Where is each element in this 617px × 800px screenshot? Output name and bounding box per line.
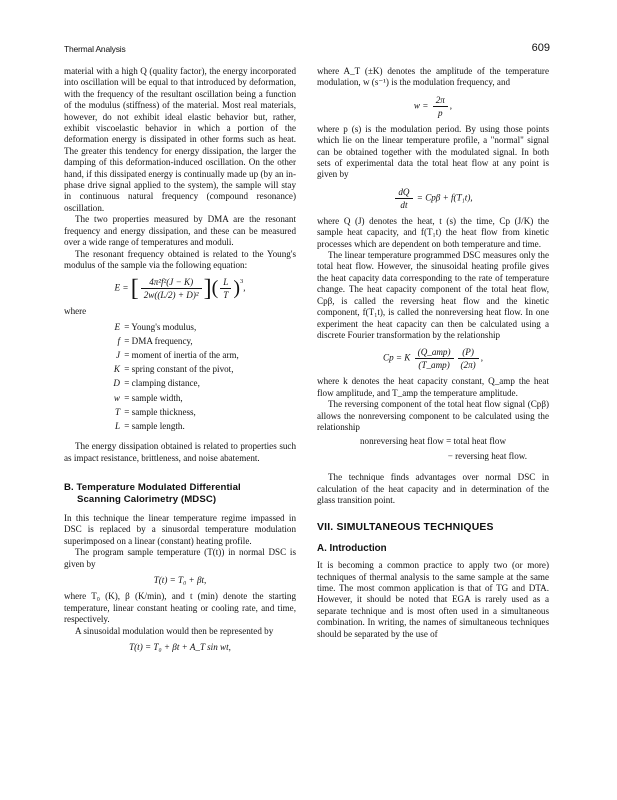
- definition-item: [106, 336, 296, 350]
- definition-item: [106, 322, 296, 336]
- fraction-denominator: T: [220, 288, 231, 301]
- definition-text: = sample thickness,: [124, 406, 196, 417]
- exponent: 3: [239, 278, 244, 286]
- definition-symbol: L: [114, 421, 120, 432]
- paragraph: where k denotes the heat capacity constant, Q_amp the heat flow amplitude, and T_amp the temperature amplitude.: [317, 376, 549, 398]
- subsection-heading-introduction: A. Introduction: [317, 542, 387, 554]
- definition-item: [106, 393, 296, 407]
- fraction-denominator: p: [433, 106, 448, 119]
- paragraph: The energy dissipation obtained is related to properties such as impact resistance, brittleness, and noise abatement.: [64, 441, 296, 463]
- equation-fraction: [141, 276, 202, 301]
- paragraph: It is becoming a common practice to apply two (or more) techniques of thermal analysis to the same sample at the same time. The most common application is that of TG and DTA. However, it should be noted that EGA is rarely used as a separate technique and is most often used in a simultaneous combination. In writing, the names of simultaneous techniques should be separated by the use of: [317, 560, 549, 639]
- equation-sinusoidal-temperature: T(t) = T₀ + βt + A_T sin wt,: [129, 642, 231, 653]
- definition-symbol: D: [113, 378, 120, 389]
- paragraph: where T₀ (K), β (K/min), and t (min) denote the starting temperature, linear constant heating or cooling rate, and time, respectively.: [64, 591, 296, 625]
- paragraph: A sinusoidal modulation would then be represented by: [75, 625, 274, 636]
- definition-item: [106, 364, 296, 378]
- equation-modulation-frequency: [317, 94, 549, 119]
- running-head: [64, 44, 550, 58]
- equation-end: ,: [449, 100, 453, 111]
- fraction-denominator: (T_amp): [415, 358, 454, 371]
- equation-lhs: Cp = K: [383, 352, 411, 363]
- definition-item: [106, 421, 296, 435]
- paragraph: The technique finds advantages over normal DSC in calculation of the heat capacity and in determination of the glass transition point.: [317, 472, 549, 505]
- equation-nonreversing-line1: nonreversing heat flow = total heat flow: [359, 436, 507, 447]
- fraction-numerator: (Q_amp): [417, 347, 451, 358]
- definition-list: [106, 322, 296, 436]
- equation-nonreversing-line2: − reversing heat flow.: [447, 450, 527, 461]
- definition-text: = DMA frequency,: [124, 335, 193, 346]
- paragraph: The program sample temperature (T(t)) in normal DSC is given by: [64, 547, 296, 569]
- definition-item: [106, 407, 296, 421]
- equation-fraction: [220, 276, 231, 301]
- section-heading-line: Scanning Calorimetry (MDSC): [77, 494, 217, 506]
- section-heading-mdsc: [64, 482, 296, 506]
- equation-heat-capacity: [317, 346, 549, 371]
- paragraph: material with a high Q (quality factor), the energy incorporated into oscillation will be equal to that introduced by deformation, with the frequency of the resultant oscillation being a function of the modulus (stiffness) of the material. Most real materials, however, do not exhibit ideal elastic behavior but, rather, exhibit viscoelastic behavior in which a portion of the deformation energy is dissipated in other forms such as heat. The greater this tendency for energy dissipation, the larger the damping of this deformation-induced oscillation. On the other hand, if this dissipated energy is continually made up (by an in-phase drive signal applied to the system), the sample will stay in continuous natural frequency (compound resonance) oscillation.: [64, 66, 296, 213]
- equation-fraction: [433, 94, 448, 119]
- equation-fraction: [415, 346, 454, 371]
- section-heading-line: B. Temperature Modulated Differential: [64, 482, 241, 494]
- page-number: 609: [531, 42, 550, 54]
- definition-text: = sample length.: [124, 421, 185, 432]
- equation-rhs: = Cpβ + f(T₁t),: [416, 192, 473, 203]
- paragraph: where A_T (±K) denotes the amplitude of the temperature modulation, w (s⁻¹) is the modulation frequency, and: [317, 66, 549, 88]
- definition-text: = moment of inertia of the arm,: [124, 350, 239, 361]
- definition-symbol: K: [113, 364, 120, 375]
- fraction-numerator: 4π²f²(J − K): [149, 277, 194, 288]
- equation-end: ,: [480, 352, 483, 363]
- equation-youngs-modulus: E = [ $\frac{\text{4π²f²(J − K)}}{\text{2w((L/2) + D)²}}$ ]( $\frac{L}{T}$ )$^3$,: [114, 275, 246, 302]
- paragraph: The resonant frequency obtained is related to the Young's modulus of the sample via the following equation:: [64, 248, 296, 270]
- definition-symbol: f: [117, 335, 120, 346]
- running-title: Thermal Analysis: [64, 44, 126, 54]
- fraction-numerator: (P): [462, 347, 474, 358]
- fraction-denominator: dt: [395, 198, 412, 211]
- definition-item: [106, 378, 296, 392]
- definition-text: = clamping distance,: [124, 378, 200, 389]
- definition-symbol: T: [114, 406, 120, 417]
- equation-fraction: [458, 346, 479, 371]
- definition-symbol: E: [114, 321, 120, 332]
- equation-lhs: E =: [114, 282, 129, 293]
- fraction-denominator: (2π): [458, 358, 479, 371]
- paragraph: The two properties measured by DMA are the resonant frequency and energy dissipation, and these can be measured over a wide range of temperatures and moduli.: [64, 214, 296, 248]
- definition-text: = Young's modulus,: [124, 321, 197, 332]
- paragraph: The linear temperature programmed DSC measures only the total heat flow. However, the sinusoidal heating profile gives the heat capacity data corresponding to the rate of temperature change. The heat capacity component of the total heat flow, Cpβ, is called the reversing heat flow and the kinetic component, f(T₁t), is called the nonreversing heat flow. In one experiment the heat capacity can then be calculated using a discrete Fourier transformation by the relationship: [317, 250, 549, 340]
- section-heading-simultaneous: VII. SIMULTANEOUS TECHNIQUES: [317, 522, 494, 534]
- paragraph: where Q (J) denotes the heat, t (s) the time, Cp (J/K) the sample heat capacity, and f(T₁t) the heat flow from kinetic processes which are dependent on both temperature and time.: [317, 215, 549, 249]
- definition-text: = sample width,: [124, 392, 183, 403]
- left-column: [64, 66, 296, 659]
- definition-text: = spring constant of the pivot,: [124, 364, 234, 375]
- fraction-numerator: L: [223, 277, 229, 288]
- equation-linear-temperature: T(t) = T₀ + βt,: [153, 575, 207, 586]
- definition-item: [106, 350, 296, 364]
- equation-lhs: w =: [413, 100, 429, 111]
- fraction-numerator: 2π: [435, 94, 445, 105]
- where-label: where: [64, 306, 87, 317]
- equation-total-heat-flow: [317, 186, 549, 211]
- fraction-numerator: dQ: [398, 186, 410, 197]
- paragraph: The reversing component of the total heat flow signal (Cpβ) allows the nonreversing component to be calculated using the relationship: [317, 399, 549, 432]
- fraction-denominator: 2w((L/2) + D)²: [141, 288, 202, 301]
- paragraph: In this technique the linear temperature regime impassed in DSC is replaced by a sinusordal temperature modulation superimposed on a linear (constant) heating profile.: [64, 513, 296, 546]
- equation-fraction: [395, 186, 412, 211]
- equation-end: ,: [243, 282, 246, 293]
- definition-symbol: w: [113, 392, 120, 403]
- definition-symbol: J: [115, 350, 120, 361]
- right-column: [317, 66, 549, 640]
- paragraph: where p (s) is the modulation period. By using those points which lie on the linear temperature profile, a "normal" signal can be obtained together with the modulated signal. In both sets of experimental data the total heat flow at any point is given by: [317, 123, 549, 180]
